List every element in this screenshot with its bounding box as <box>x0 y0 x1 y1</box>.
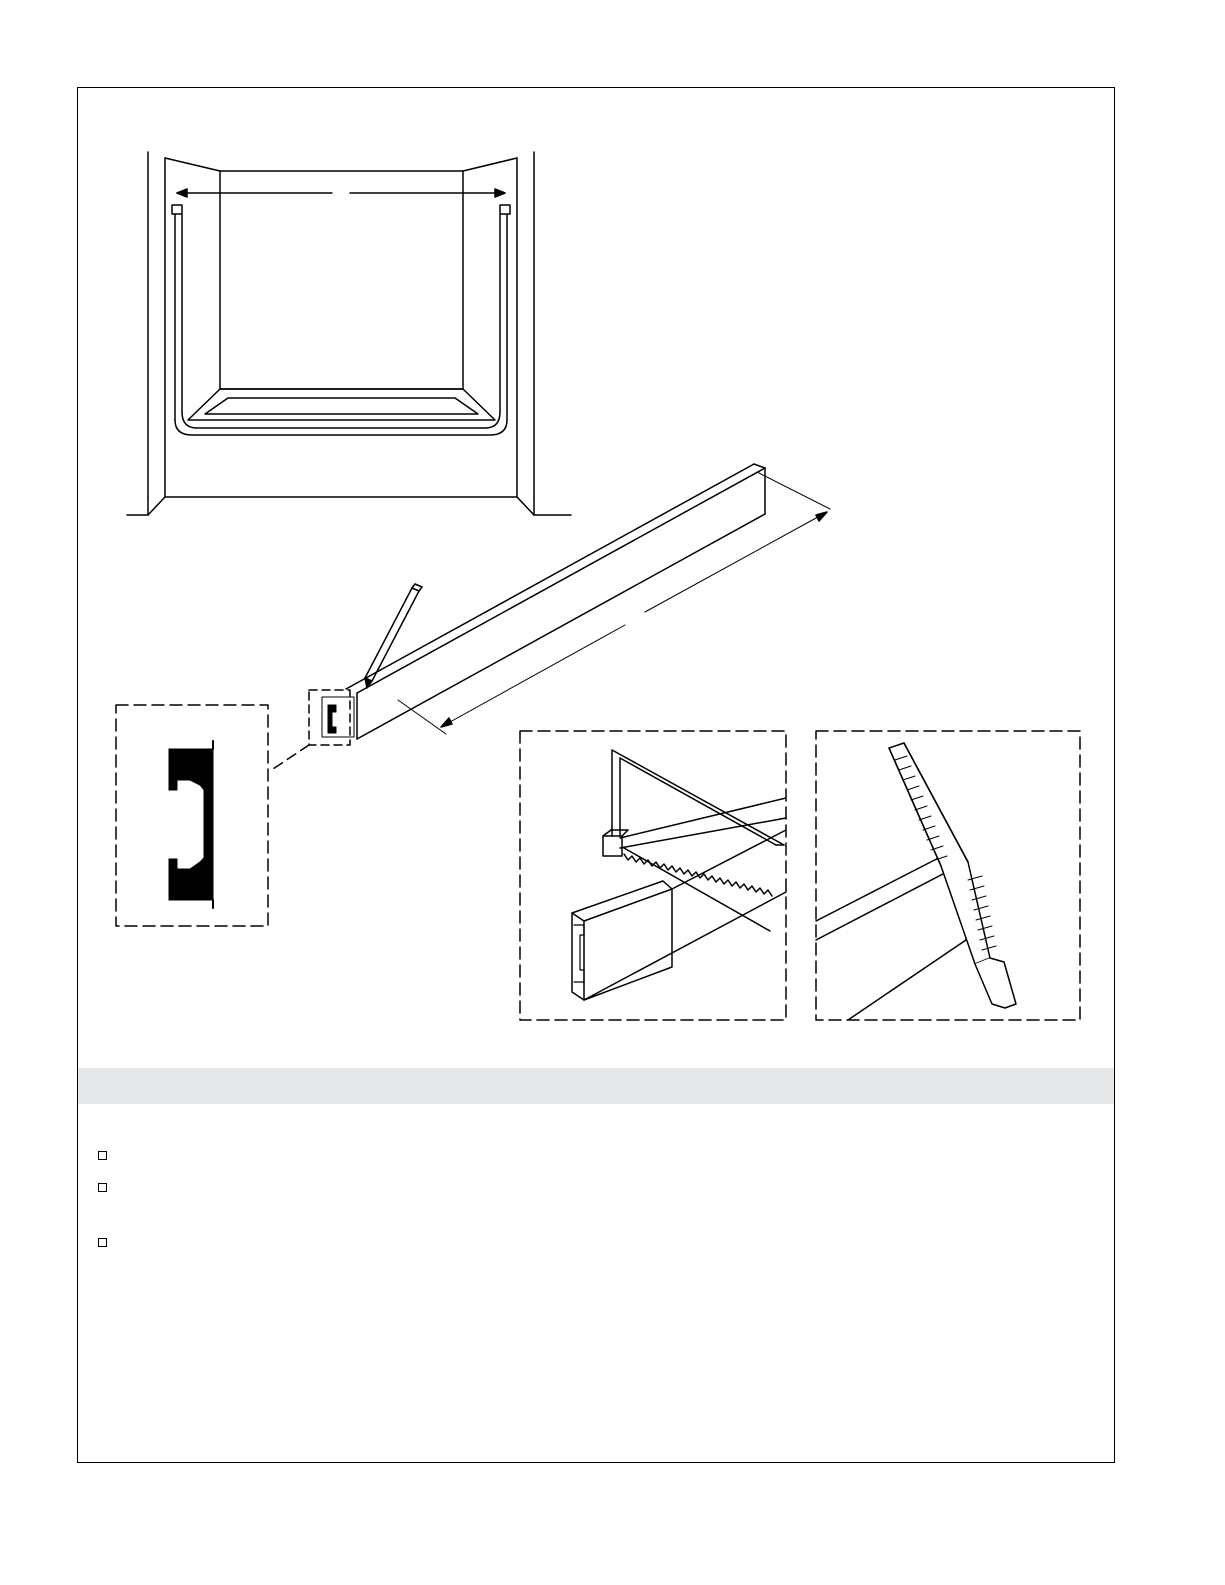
hacksaw-cutting-callout <box>520 731 786 1020</box>
checkbox-icon <box>98 1238 107 1247</box>
checklist-item <box>98 1180 119 1192</box>
file-deburring-callout <box>816 731 1080 1020</box>
profile-detail-callout <box>116 705 268 926</box>
file-tool-icon <box>889 743 1016 1008</box>
checkbox-icon <box>98 1183 107 1192</box>
checklist-item <box>98 1235 119 1247</box>
bathtub-enclosure-drawing <box>127 152 571 515</box>
checklist-item <box>98 1148 119 1160</box>
section-header-band <box>78 1068 1114 1104</box>
rail-marking-drawing <box>270 464 830 771</box>
checkbox-icon <box>98 1151 107 1160</box>
